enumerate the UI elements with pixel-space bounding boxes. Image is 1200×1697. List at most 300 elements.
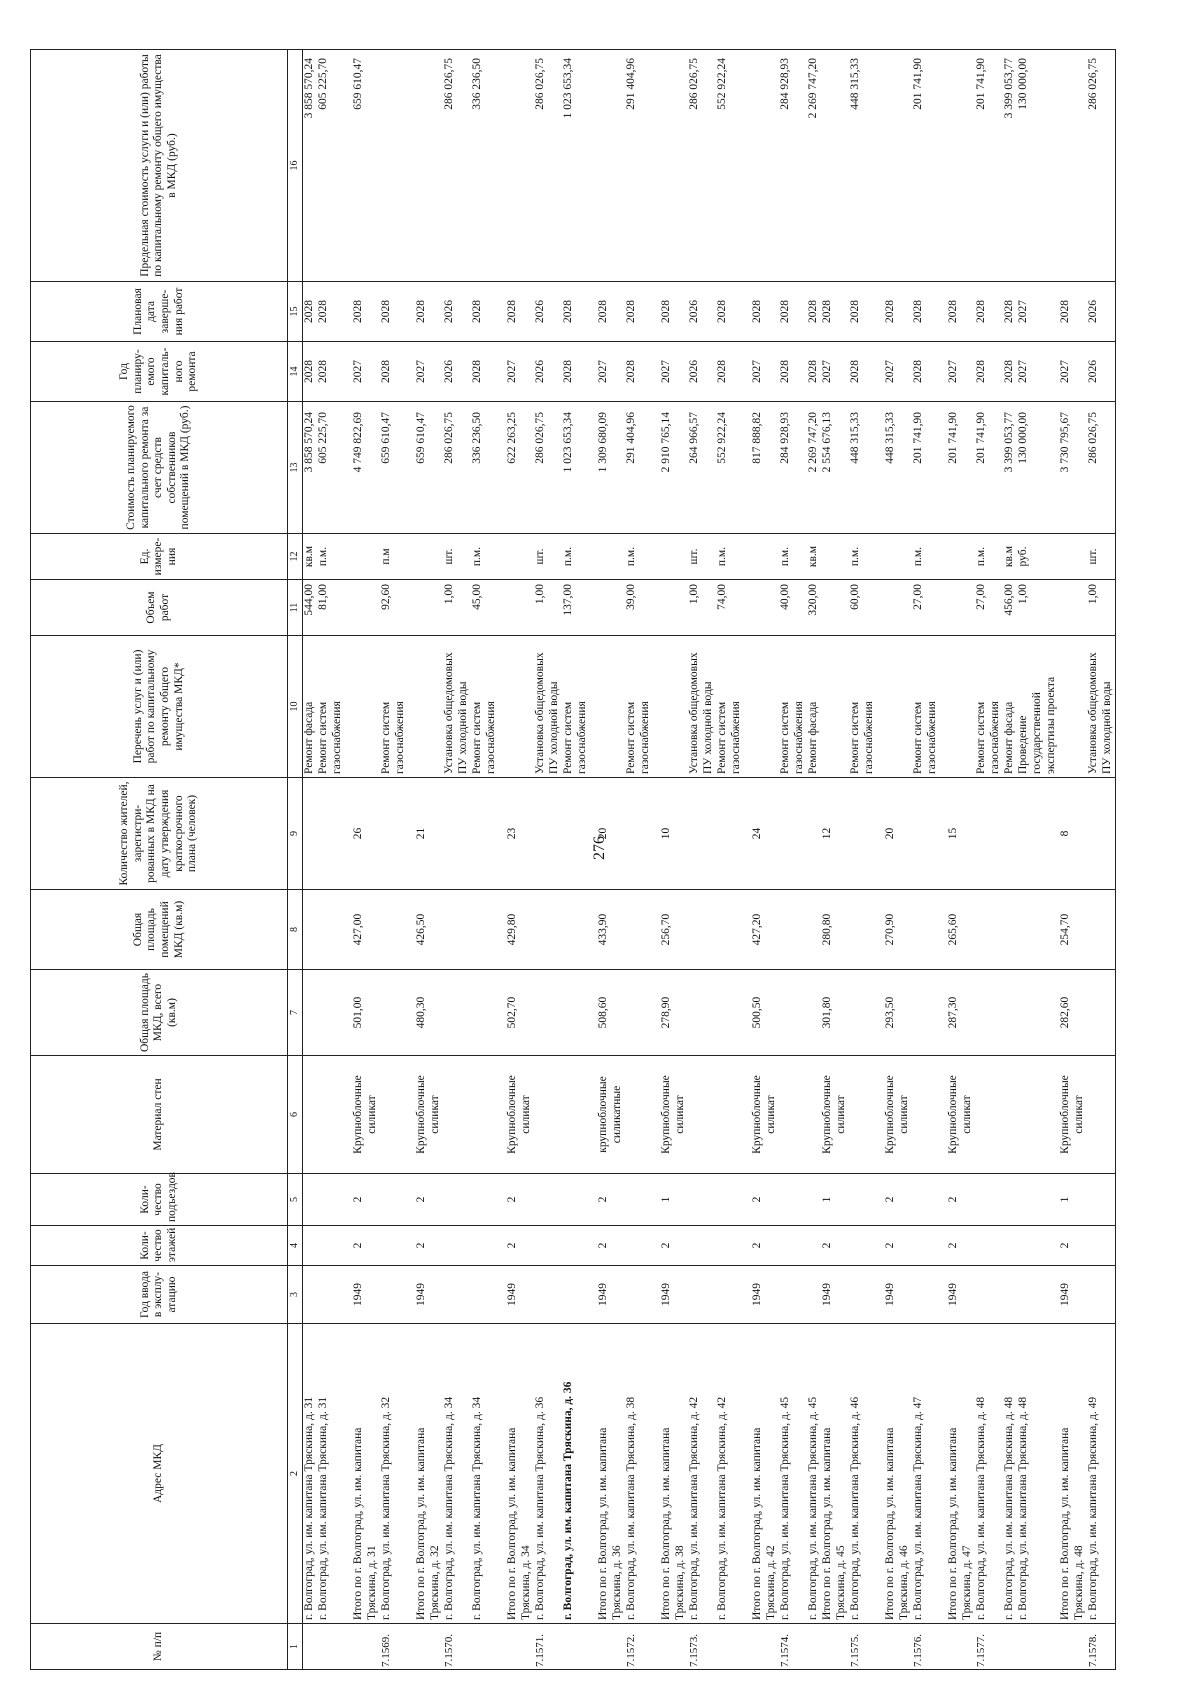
cell-col-6 [793,1056,807,1174]
cell-col-16 [597,50,611,282]
cell-col-8 [471,890,485,970]
cell-col-13 [590,402,597,534]
cell-col-11 [702,580,716,636]
cell-col-11: 1,00 [688,580,702,636]
cell-col-7 [345,970,352,1056]
cell-col-12 [702,534,716,580]
cell-col-12 [611,534,625,580]
cell-col-15: 2028 [303,282,318,342]
cell-col-2: г. Волгоград, ул. им. капитана Тряскина, д. 36 [562,1324,576,1624]
cell-col-3 [534,1266,548,1324]
column-header-1: № п/п [31,1624,288,1670]
cell-col-13 [793,402,807,534]
cell-col-7: 508,60 [597,970,611,1056]
cell-col-1 [1101,1624,1116,1670]
cell-col-15 [499,282,506,342]
cell-col-8: 270,90 [884,890,898,970]
cell-col-7 [534,970,548,1056]
cell-col-1 [548,1624,562,1670]
cell-col-10 [674,636,688,778]
cell-col-12 [457,534,471,580]
cell-col-2 [548,1324,562,1624]
cell-col-13 [877,402,884,534]
cell-col-16 [1059,50,1073,282]
cell-col-11 [898,580,912,636]
cell-col-10: газоснабжения [576,636,590,778]
cell-col-14 [520,342,534,402]
cell-col-2 [793,1324,807,1624]
cell-col-8: 427,20 [751,890,765,970]
cell-col-10 [961,636,975,778]
table-row [926,50,940,1670]
cell-col-5 [576,1174,590,1226]
cell-col-13 [1101,402,1116,534]
cell-col-13: 2 269 747,20 [807,402,821,534]
cell-col-6: Крупноблочные [352,1056,366,1174]
cell-col-12: п.м. [471,534,485,580]
table-row [303,50,318,1670]
cell-col-15: 2028 [779,282,793,342]
cell-col-15 [989,282,1003,342]
cell-col-14: 2028 [716,342,730,402]
cell-col-9 [1017,778,1031,890]
table-row [660,50,674,1670]
cell-col-3 [688,1266,702,1324]
cell-col-5 [625,1174,639,1226]
cell-col-6 [989,1056,1003,1174]
cell-col-10 [520,636,534,778]
cell-col-7 [1087,970,1101,1056]
cell-col-6 [744,1056,751,1174]
cell-col-11: 456,00 [1003,580,1017,636]
cell-col-7: 293,50 [884,970,898,1056]
cell-col-6 [849,1056,863,1174]
cell-col-6 [457,1056,471,1174]
cell-col-7 [1031,970,1045,1056]
cell-col-11 [884,580,898,636]
cell-col-11: 1,00 [1087,580,1101,636]
cell-col-5 [457,1174,471,1226]
cell-col-3 [485,1266,499,1324]
cell-col-4 [835,1226,849,1266]
cell-col-16: 286 026,75 [443,50,457,282]
cell-col-14: 2027 [1017,342,1031,402]
cell-col-11 [1045,580,1059,636]
table-row [394,50,408,1670]
cell-col-3 [912,1266,926,1324]
cell-col-15 [345,282,352,342]
cell-col-3 [1031,1266,1045,1324]
cell-col-1 [429,1624,443,1670]
cell-col-1 [1031,1624,1045,1670]
table-row [716,50,730,1670]
cell-col-12: кв.м [807,534,821,580]
column-header-15: Плановая дата заверше-ния работ [31,282,288,342]
cell-col-13: 2 554 676,13 [821,402,835,534]
cell-col-15 [653,282,660,342]
cell-col-3 [1045,1266,1059,1324]
cell-col-1 [926,1624,940,1670]
cell-col-16 [660,50,674,282]
cell-col-9 [793,778,807,890]
cell-col-14: 2027 [506,342,520,402]
cell-col-2: Итого по г. Волгоград, ул. им. капитана [415,1324,429,1624]
cell-col-13: 3 858 570,24 [303,402,318,534]
cell-col-13 [499,402,506,534]
cell-col-16 [877,50,884,282]
cell-col-8 [576,890,590,970]
cell-col-6: Крупноблочные [506,1056,520,1174]
cell-col-16 [863,50,877,282]
cell-col-2 [499,1324,506,1624]
cell-col-8: 427,00 [352,890,366,970]
cell-col-10: Ремонт систем [380,636,394,778]
cell-col-10 [884,636,898,778]
cell-col-11: 74,00 [716,580,730,636]
cell-col-2 [744,1324,751,1624]
cell-col-3 [849,1266,863,1324]
cell-col-2: г. Волгоград, ул. им. капитана Тряскина, д. 48 [1017,1324,1031,1624]
cell-col-1: 7.1578. [1087,1624,1101,1670]
cell-col-5 [912,1174,926,1226]
cell-col-3 [1101,1266,1116,1324]
cell-col-6 [471,1056,485,1174]
cell-col-7 [744,970,751,1056]
table-row [639,50,653,1670]
cell-col-3 [702,1266,716,1324]
cell-col-14: 2027 [751,342,765,402]
cell-col-7 [366,970,380,1056]
table-row [429,50,443,1670]
capital-repair-table [30,49,1116,1670]
cell-col-7: 480,30 [415,970,429,1056]
cell-col-8 [835,890,849,970]
cell-col-6 [688,1056,702,1174]
cell-col-9 [1101,778,1116,890]
cell-col-16 [730,50,744,282]
cell-col-3: 1949 [751,1266,765,1324]
cell-col-3: 1949 [947,1266,961,1324]
cell-col-7 [639,970,653,1056]
cell-col-10 [653,636,660,778]
cell-col-13 [429,402,443,534]
cell-col-16 [366,50,380,282]
column-number-6: 6 [288,1056,303,1174]
cell-col-14 [835,342,849,402]
cell-col-5 [989,1174,1003,1226]
cell-col-3 [1003,1266,1017,1324]
cell-col-2 [457,1324,471,1624]
cell-col-11: 320,00 [807,580,821,636]
cell-col-12: шт. [534,534,548,580]
cell-col-16 [1045,50,1059,282]
cell-col-10: Ремонт систем [716,636,730,778]
cell-col-4 [688,1226,702,1266]
cell-col-10: ПУ холодной воды [702,636,716,778]
cell-col-16 [499,50,506,282]
cell-col-14: 2028 [471,342,485,402]
cell-col-12 [331,534,345,580]
cell-col-15 [1073,282,1087,342]
cell-col-3: 1949 [597,1266,611,1324]
cell-col-14 [989,342,1003,402]
cell-col-1 [765,1624,779,1670]
cell-col-14 [394,342,408,402]
cell-col-12 [485,534,499,580]
cell-col-6 [926,1056,940,1174]
cell-col-11: 45,00 [471,580,485,636]
cell-col-11 [660,580,674,636]
table-row [366,50,380,1670]
cell-col-6 [345,1056,352,1174]
cell-col-9 [317,778,331,890]
cell-col-3: 1949 [821,1266,835,1324]
cell-col-6 [702,1056,716,1174]
cell-col-11 [499,580,506,636]
table-row [611,50,625,1670]
cell-col-7 [520,970,534,1056]
cell-col-8 [674,890,688,970]
cell-col-2: г. Волгоград, ул. им. капитана Тряскина, д. 45 [807,1324,821,1624]
column-header-12: Ед. измере-ния [31,534,288,580]
cell-col-15 [366,282,380,342]
cell-col-15 [457,282,471,342]
cell-col-8 [611,890,625,970]
cell-col-4 [562,1226,576,1266]
cell-col-12 [730,534,744,580]
cell-col-16 [590,50,597,282]
cell-col-9 [625,778,639,890]
cell-col-5 [408,1174,415,1226]
cell-col-5 [394,1174,408,1226]
cell-col-4 [408,1226,415,1266]
cell-col-5: 1 [821,1174,835,1226]
cell-col-12 [765,534,779,580]
cell-col-11: 1,00 [1017,580,1031,636]
cell-col-1 [835,1624,849,1670]
cell-col-1 [947,1624,961,1670]
cell-col-12 [898,534,912,580]
cell-col-15: 2026 [688,282,702,342]
cell-col-5 [793,1174,807,1226]
cell-col-8 [1003,890,1017,970]
cell-col-15: 2028 [352,282,366,342]
table-row [884,50,898,1670]
cell-col-1: 7.1572. [625,1624,639,1670]
cell-col-11 [485,580,499,636]
cell-col-15 [863,282,877,342]
cell-col-13: 1 309 680,09 [597,402,611,534]
cell-col-9 [485,778,499,890]
cell-col-6 [534,1056,548,1174]
cell-col-10: газоснабжения [639,636,653,778]
cell-col-2 [730,1324,744,1624]
cell-col-14 [611,342,625,402]
cell-col-10: Установка общедомовых [688,636,702,778]
cell-col-16 [702,50,716,282]
cell-col-3 [975,1266,989,1324]
cell-col-3 [639,1266,653,1324]
cell-col-16 [940,50,947,282]
cell-col-1 [744,1624,751,1670]
cell-col-11 [653,580,660,636]
cell-col-6 [394,1056,408,1174]
cell-col-15 [429,282,443,342]
column-header-16: Предельная стоимость услуги и (или) работы по капитальному ремонту общего имущества в МКД (руб.) [31,50,288,282]
cell-col-9: 24 [751,778,765,890]
cell-col-6 [1045,1056,1059,1174]
cell-col-13: 552 922,24 [716,402,730,534]
cell-col-1: 7.1577. [975,1624,989,1670]
cell-col-15 [520,282,534,342]
cell-col-6 [779,1056,793,1174]
cell-col-3 [520,1266,534,1324]
cell-col-15: 2028 [975,282,989,342]
cell-col-15 [940,282,947,342]
cell-col-12 [1059,534,1073,580]
cell-col-2: г. Волгоград, ул. им. капитана Тряскина, д. 42 [688,1324,702,1624]
cell-col-6: крупноблочные [597,1056,611,1174]
cell-col-16 [576,50,590,282]
cell-col-14 [961,342,975,402]
cell-col-11 [947,580,961,636]
cell-col-12: кв.м [1003,534,1017,580]
cell-col-15 [961,282,975,342]
cell-col-8 [863,890,877,970]
cell-col-5: 2 [506,1174,520,1226]
cell-col-6 [380,1056,394,1174]
cell-col-2: Итого по г. Волгоград, ул. им. капитана [597,1324,611,1624]
cell-col-11 [751,580,765,636]
cell-col-8 [926,890,940,970]
cell-col-14 [926,342,940,402]
cell-col-6 [807,1056,821,1174]
cell-col-15 [744,282,751,342]
cell-col-13 [926,402,940,534]
cell-col-8 [779,890,793,970]
cell-col-9 [534,778,548,890]
cell-col-15: 2026 [1087,282,1101,342]
cell-col-4 [1031,1226,1045,1266]
table-row [443,50,457,1670]
cell-col-7: 287,30 [947,970,961,1056]
cell-col-11 [926,580,940,636]
cell-col-7 [989,970,1003,1056]
cell-col-5 [688,1174,702,1226]
cell-col-3 [331,1266,345,1324]
cell-col-13 [576,402,590,534]
cell-col-8 [877,890,884,970]
cell-col-5: 2 [352,1174,366,1226]
cell-col-16: 291 404,96 [625,50,639,282]
cell-col-4 [779,1226,793,1266]
cell-col-5: 1 [660,1174,674,1226]
cell-col-4 [730,1226,744,1266]
cell-col-11 [366,580,380,636]
cell-col-4 [317,1226,331,1266]
cell-col-10 [597,636,611,778]
cell-col-1 [562,1624,576,1670]
cell-col-6 [548,1056,562,1174]
cell-col-9 [779,778,793,890]
cell-col-2: Итого по г. Волгоград, ул. им. капитана [660,1324,674,1624]
cell-col-6 [590,1056,597,1174]
cell-col-10 [1059,636,1073,778]
cell-col-6 [1003,1056,1017,1174]
cell-col-1 [751,1624,765,1670]
cell-col-3 [1073,1266,1087,1324]
cell-col-11 [989,580,1003,636]
cell-col-14 [345,342,352,402]
cell-col-14: 2028 [317,342,331,402]
cell-col-7 [877,970,884,1056]
cell-col-4 [1003,1226,1017,1266]
cell-col-15: 2028 [1059,282,1073,342]
cell-col-11 [597,580,611,636]
cell-col-2 [590,1324,597,1624]
cell-col-5 [429,1174,443,1226]
cell-col-4 [611,1226,625,1266]
cell-col-8 [688,890,702,970]
table-row [345,50,352,1670]
cell-col-6: силикат [366,1056,380,1174]
cell-col-8 [317,890,331,970]
cell-col-15 [926,282,940,342]
cell-col-1 [576,1624,590,1670]
cell-col-11 [548,580,562,636]
cell-col-16 [653,50,660,282]
cell-col-6 [331,1056,345,1174]
cell-col-15 [765,282,779,342]
cell-col-12 [751,534,765,580]
cell-col-5 [674,1174,688,1226]
cell-col-3: 1949 [415,1266,429,1324]
cell-col-5 [961,1174,975,1226]
cell-col-1 [1003,1624,1017,1670]
cell-col-4 [765,1226,779,1266]
cell-col-4 [639,1226,653,1266]
cell-col-3 [429,1266,443,1324]
cell-col-7 [779,970,793,1056]
cell-col-1 [653,1624,660,1670]
cell-col-4 [863,1226,877,1266]
cell-col-12 [408,534,415,580]
cell-col-10 [940,636,947,778]
cell-col-10: Установка общедомовых [1087,636,1101,778]
cell-col-10: Ремонт систем [625,636,639,778]
cell-col-12: п.м. [716,534,730,580]
cell-col-8 [562,890,576,970]
cell-col-13: 448 315,33 [884,402,898,534]
cell-col-6 [730,1056,744,1174]
column-number-1: 1 [288,1624,303,1670]
cell-col-5 [303,1174,318,1226]
cell-col-4 [1101,1226,1116,1266]
cell-col-10 [415,636,429,778]
cell-col-1 [1073,1624,1087,1670]
cell-col-10: газоснабжения [926,636,940,778]
cell-col-16: 286 026,75 [688,50,702,282]
cell-col-2: г. Волгоград, ул. им. капитана Тряскина, д. 34 [471,1324,485,1624]
cell-col-4 [331,1226,345,1266]
cell-col-3 [898,1266,912,1324]
cell-col-6 [1087,1056,1101,1174]
cell-col-1 [345,1624,352,1670]
cell-col-9 [639,778,653,890]
column-number-15: 15 [288,282,303,342]
cell-col-10: Установка общедомовых [443,636,457,778]
cell-col-2: Итого по г. Волгоград, ул. им. капитана [1059,1324,1073,1624]
